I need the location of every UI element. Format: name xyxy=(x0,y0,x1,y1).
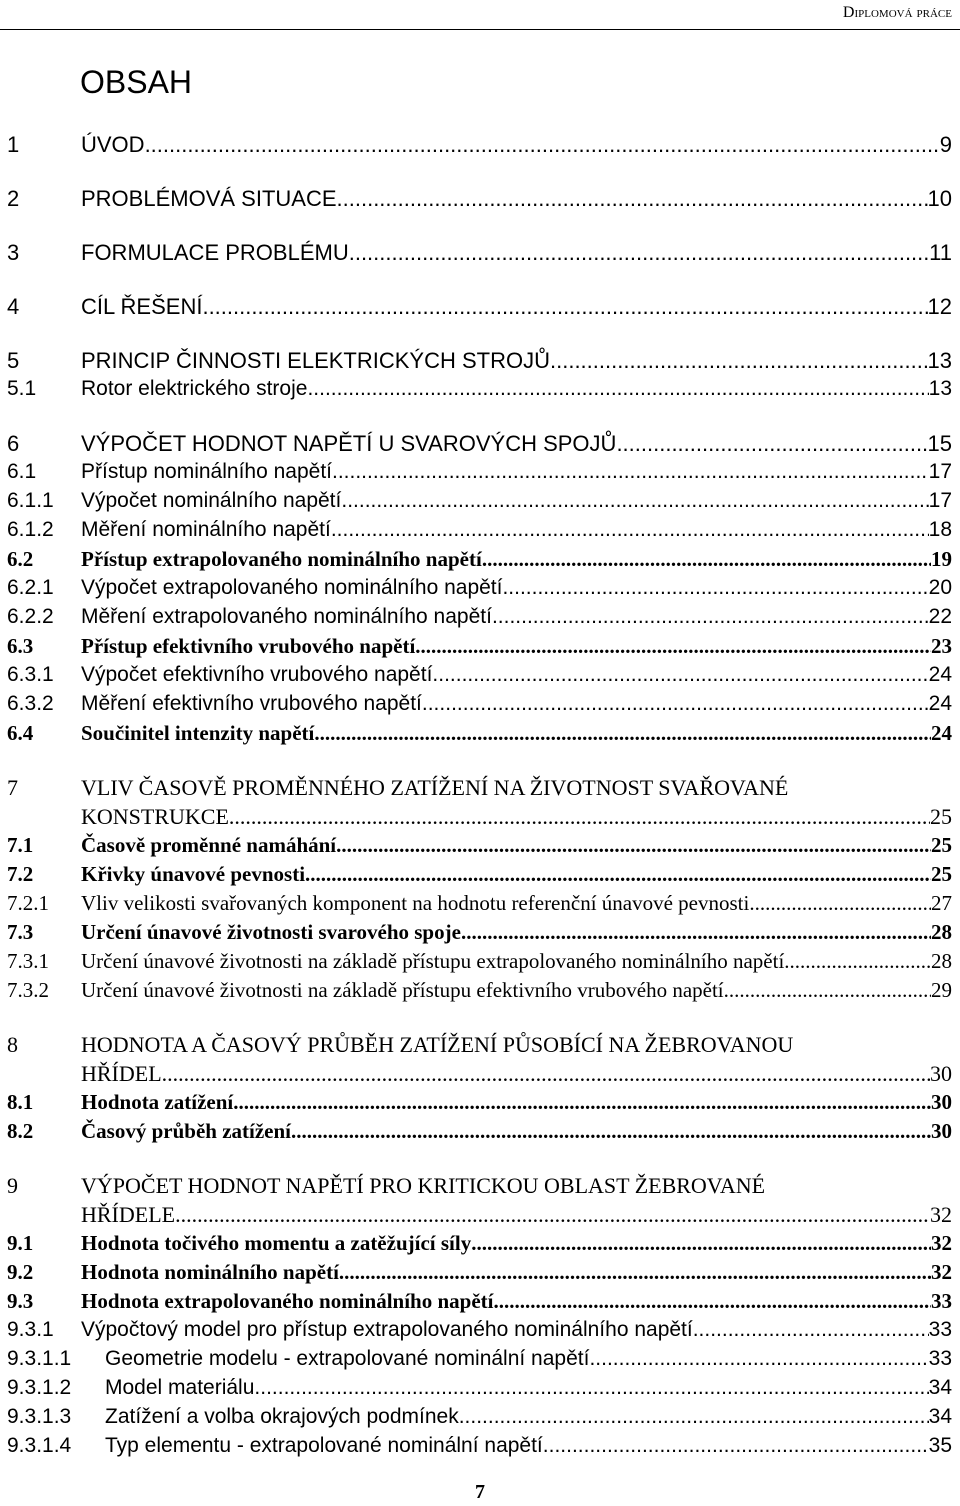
toc-entry-page: 27 xyxy=(931,891,952,915)
header-rule xyxy=(0,29,960,30)
toc-leader-dots xyxy=(461,920,931,945)
toc-leader-dots xyxy=(492,605,929,629)
toc-entry-page: 25 xyxy=(930,804,952,829)
toc-leader-dots xyxy=(145,132,940,158)
toc-entry-title: FORMULACE PROBLÉMU xyxy=(81,240,349,265)
toc-leader-dots xyxy=(482,547,931,572)
toc-entry-page: 9 xyxy=(939,132,952,157)
running-header: Diplomová práce xyxy=(842,4,952,21)
toc-entry-number: 9.3.1.4 xyxy=(7,1434,72,1457)
toc-entry-title: Časový průběh zatížení xyxy=(81,1119,291,1143)
toc-leader-dots xyxy=(291,1119,931,1144)
toc-leader-dots xyxy=(693,1318,929,1342)
toc-entry-page: 33 xyxy=(928,1347,952,1370)
toc-entry-title: Časově proměnné namáhání xyxy=(81,833,337,857)
toc-leader-dots xyxy=(233,1090,931,1115)
toc-entry-title: Určení únavové životnosti na základě přístupu extrapolovaného nominálního napětí xyxy=(81,949,785,973)
toc-entry-number: 9.3.1 xyxy=(7,1318,54,1341)
toc-entry-number: 9.3.1.1 xyxy=(7,1347,72,1370)
toc-entry-title: CÍL ŘEŠENÍ xyxy=(81,294,203,319)
toc-entry-title: Vliv velikosti svařovaných komponent na hodnotu referenční únavové pevnosti xyxy=(81,891,750,915)
toc-entry-number: 8.1 xyxy=(7,1090,34,1114)
toc-entry-title: Určení únavové životnosti svarového spoje xyxy=(81,920,461,944)
toc-entry-title: Hodnota točivého momentu a zatěžující síly xyxy=(81,1231,472,1255)
toc-entry-page: 25 xyxy=(931,833,952,857)
toc-entry-title: VÝPOČET HODNOT NAPĚTÍ U SVAROVÝCH SPOJŮ xyxy=(81,431,617,456)
toc-leader-dots xyxy=(493,1289,931,1314)
toc-entry-number: 6.2.1 xyxy=(7,576,54,599)
toc-leader-dots xyxy=(314,721,931,746)
toc-leader-dots xyxy=(432,663,928,687)
toc-leader-dots xyxy=(305,862,931,887)
toc-entry-page: 15 xyxy=(927,431,952,456)
toc-entry-number: 7.2 xyxy=(7,862,34,886)
toc-entry-number: 6.3.1 xyxy=(7,663,54,686)
toc-leader-dots xyxy=(589,1347,928,1371)
toc-entry-number: 6.3.2 xyxy=(7,692,54,715)
toc-entry-title: HŘÍDEL xyxy=(81,1061,162,1086)
toc-entry-page: 32 xyxy=(931,1260,952,1284)
toc-entry-page: 24 xyxy=(928,692,952,715)
toc-entry-number: 1 xyxy=(7,132,20,157)
toc-leader-dots xyxy=(550,348,928,374)
toc-entry-title: Zatížení a volba okrajových podmínek xyxy=(105,1405,459,1428)
toc-entry-title: Přístup efektivního vrubového napětí xyxy=(81,634,416,658)
toc-entry-number: 2 xyxy=(7,186,20,211)
toc-entry-title: HŘÍDELE xyxy=(81,1202,176,1227)
toc-entry-number: 7.3.2 xyxy=(7,978,49,1002)
toc-entry-page: 28 xyxy=(931,949,952,973)
toc-entry-page: 34 xyxy=(928,1405,952,1428)
toc-entry-number: 8 xyxy=(7,1032,18,1057)
toc-entry-title: PROBLÉMOVÁ SITUACE xyxy=(81,186,337,211)
toc-entry-title: KONSTRUKCE xyxy=(81,804,229,829)
toc-entry-page: 33 xyxy=(928,1318,952,1341)
toc-entry-page: 30 xyxy=(931,1119,952,1143)
toc-entry-number: 6.3 xyxy=(7,634,34,658)
toc-entry-number: 5 xyxy=(7,348,20,373)
page-title: OBSAH xyxy=(80,64,193,100)
toc-entry-title: Měření nominálního napětí xyxy=(81,518,331,541)
toc-entry-title: Hodnota nominálního napětí xyxy=(81,1260,339,1284)
toc-entry-title: Přístup extrapolovaného nominálního napětí xyxy=(81,547,482,571)
toc-entry-number: 9.3.1.3 xyxy=(7,1405,72,1428)
toc-leader-dots xyxy=(459,1405,929,1429)
toc-entry-number: 6.1 xyxy=(7,460,37,483)
toc-entry-number: 4 xyxy=(7,294,20,319)
toc-entry-title: Součinitel intenzity napětí xyxy=(81,721,315,745)
toc-entry-page: 35 xyxy=(928,1434,952,1457)
toc-leader-dots xyxy=(341,489,928,513)
toc-entry-page: 10 xyxy=(927,186,952,211)
toc-leader-dots xyxy=(339,1260,931,1285)
toc-entry-number: 6.1.1 xyxy=(7,489,54,512)
toc-entry-number: 9.2 xyxy=(7,1260,34,1284)
toc-entry-number: 6 xyxy=(7,431,20,456)
toc-entry-title: Výpočet efektivního vrubového napětí xyxy=(81,663,433,686)
toc-entry-number: 6.4 xyxy=(7,721,34,745)
toc-entry-title: Výpočtový model pro přístup extrapolovaného nominálního napětí xyxy=(81,1318,693,1341)
toc-leader-dots xyxy=(331,518,929,542)
toc-entry-number: 7.3.1 xyxy=(7,949,49,973)
toc-entry-title: Model materiálu xyxy=(105,1376,255,1399)
toc-leader-dots xyxy=(349,240,929,266)
toc-leader-dots xyxy=(337,186,928,212)
toc-leader-dots xyxy=(422,692,929,716)
toc-entry-number: 6.1.2 xyxy=(7,518,54,541)
toc-entry-number: 6.2 xyxy=(7,547,34,571)
toc-leader-dots xyxy=(162,1061,930,1087)
toc-entry-page: 25 xyxy=(931,862,952,886)
toc-entry-page: 32 xyxy=(931,1231,952,1255)
toc-entry-page: 28 xyxy=(931,920,952,944)
toc-leader-dots xyxy=(724,978,931,1003)
toc-entry-title: PRINCIP ČINNOSTI ELEKTRICKÝCH STROJŮ xyxy=(81,348,550,373)
toc-entry-number: 9.3.1.2 xyxy=(7,1376,72,1399)
toc-entry-title-line1: VÝPOČET HODNOT NAPĚTÍ PRO KRITICKOU OBLAST ŽEBROVANÉ xyxy=(81,1173,766,1198)
toc-entry-page: 12 xyxy=(927,294,952,319)
toc-entry-title: Určení únavové životnosti na základě přístupu efektivního vrubového napětí xyxy=(81,978,724,1002)
toc-entry-title: Hodnota zatížení xyxy=(81,1090,234,1114)
toc-leader-dots xyxy=(502,576,928,600)
toc-entry-page: 13 xyxy=(928,377,952,400)
toc-entry-title: ÚVOD xyxy=(81,132,145,157)
toc-leader-dots xyxy=(175,1202,930,1228)
toc-entry-number: 3 xyxy=(7,240,20,265)
toc-entry-title-line1: VLIV ČASOVĚ PROMĚNNÉHO ZATÍŽENÍ NA ŽIVOTNOST SVAŘOVANÉ xyxy=(81,775,789,800)
toc-entry-page: 30 xyxy=(931,1090,952,1114)
toc-leader-dots xyxy=(415,634,931,659)
toc-leader-dots xyxy=(543,1434,929,1458)
toc-entry-title: Měření efektivního vrubového napětí xyxy=(81,692,422,715)
toc-entry-page: 30 xyxy=(930,1061,952,1086)
toc-leader-dots xyxy=(332,460,929,484)
toc-entry-number: 7 xyxy=(7,775,18,800)
toc-entry-number: 9.1 xyxy=(7,1231,34,1255)
toc-entry-page: 19 xyxy=(931,547,952,571)
toc-leader-dots xyxy=(254,1376,928,1400)
toc-entry-page: 29 xyxy=(931,978,952,1002)
toc-entry-title: Rotor elektrického stroje xyxy=(81,377,308,400)
toc-leader-dots xyxy=(471,1231,931,1256)
toc-entry-title: Geometrie modelu - extrapolované nominální napětí xyxy=(105,1347,590,1370)
toc-entry-page: 33 xyxy=(931,1289,952,1313)
toc-leader-dots xyxy=(229,804,930,830)
toc-entry-page: 22 xyxy=(928,605,952,628)
toc-entry-page: 34 xyxy=(928,1376,952,1399)
toc-entry-page: 13 xyxy=(927,348,952,373)
toc-entry-number: 5.1 xyxy=(7,377,37,400)
toc-entry-number: 9.3 xyxy=(7,1289,34,1313)
toc-entry-title: Přístup nominálního napětí xyxy=(81,460,332,483)
toc-entry-title-line1: HODNOTA A ČASOVÝ PRŮBĚH ZATÍŽENÍ PŮSOBÍCÍ NA ŽEBROVANOU xyxy=(81,1032,794,1057)
toc-entry-page: 18 xyxy=(928,518,952,541)
toc-entry-page: 32 xyxy=(930,1202,952,1227)
toc-entry-page: 24 xyxy=(931,721,952,745)
toc-leader-dots xyxy=(749,891,931,916)
toc-entry-title: Výpočet nominálního napětí xyxy=(81,489,342,512)
toc-leader-dots xyxy=(202,294,927,320)
toc-entry-number: 7.2.1 xyxy=(7,891,49,915)
page-number: 7 xyxy=(475,1481,485,1503)
toc-entry-title: Křivky únavové pevnosti xyxy=(81,862,306,886)
toc-entry-number: 8.2 xyxy=(7,1119,34,1143)
toc-entry-number: 6.2.2 xyxy=(7,605,54,628)
toc-entry-page: 24 xyxy=(928,663,952,686)
toc-entry-page: 11 xyxy=(929,240,952,265)
toc-leader-dots xyxy=(307,377,928,401)
toc-entry-number: 9 xyxy=(7,1173,18,1198)
toc-entry-number: 7.3 xyxy=(7,920,34,944)
toc-leader-dots xyxy=(336,833,931,858)
toc-entry-title: Hodnota extrapolovaného nominálního napětí xyxy=(81,1289,494,1313)
toc-leader-dots xyxy=(784,949,931,974)
toc-entry-page: 20 xyxy=(928,576,952,599)
toc-entry-page: 17 xyxy=(928,489,952,512)
toc-entry-number: 7.1 xyxy=(7,833,34,857)
toc-entry-title: Výpočet extrapolovaného nominálního napětí xyxy=(81,576,503,599)
toc-entry-page: 17 xyxy=(928,460,952,483)
toc-leader-dots xyxy=(616,431,927,457)
toc-entry-page: 23 xyxy=(931,634,952,658)
toc-entry-title: Měření extrapolovaného nominálního napětí xyxy=(81,605,492,628)
toc-entry-title: Typ elementu - extrapolované nominální napětí xyxy=(105,1434,543,1457)
